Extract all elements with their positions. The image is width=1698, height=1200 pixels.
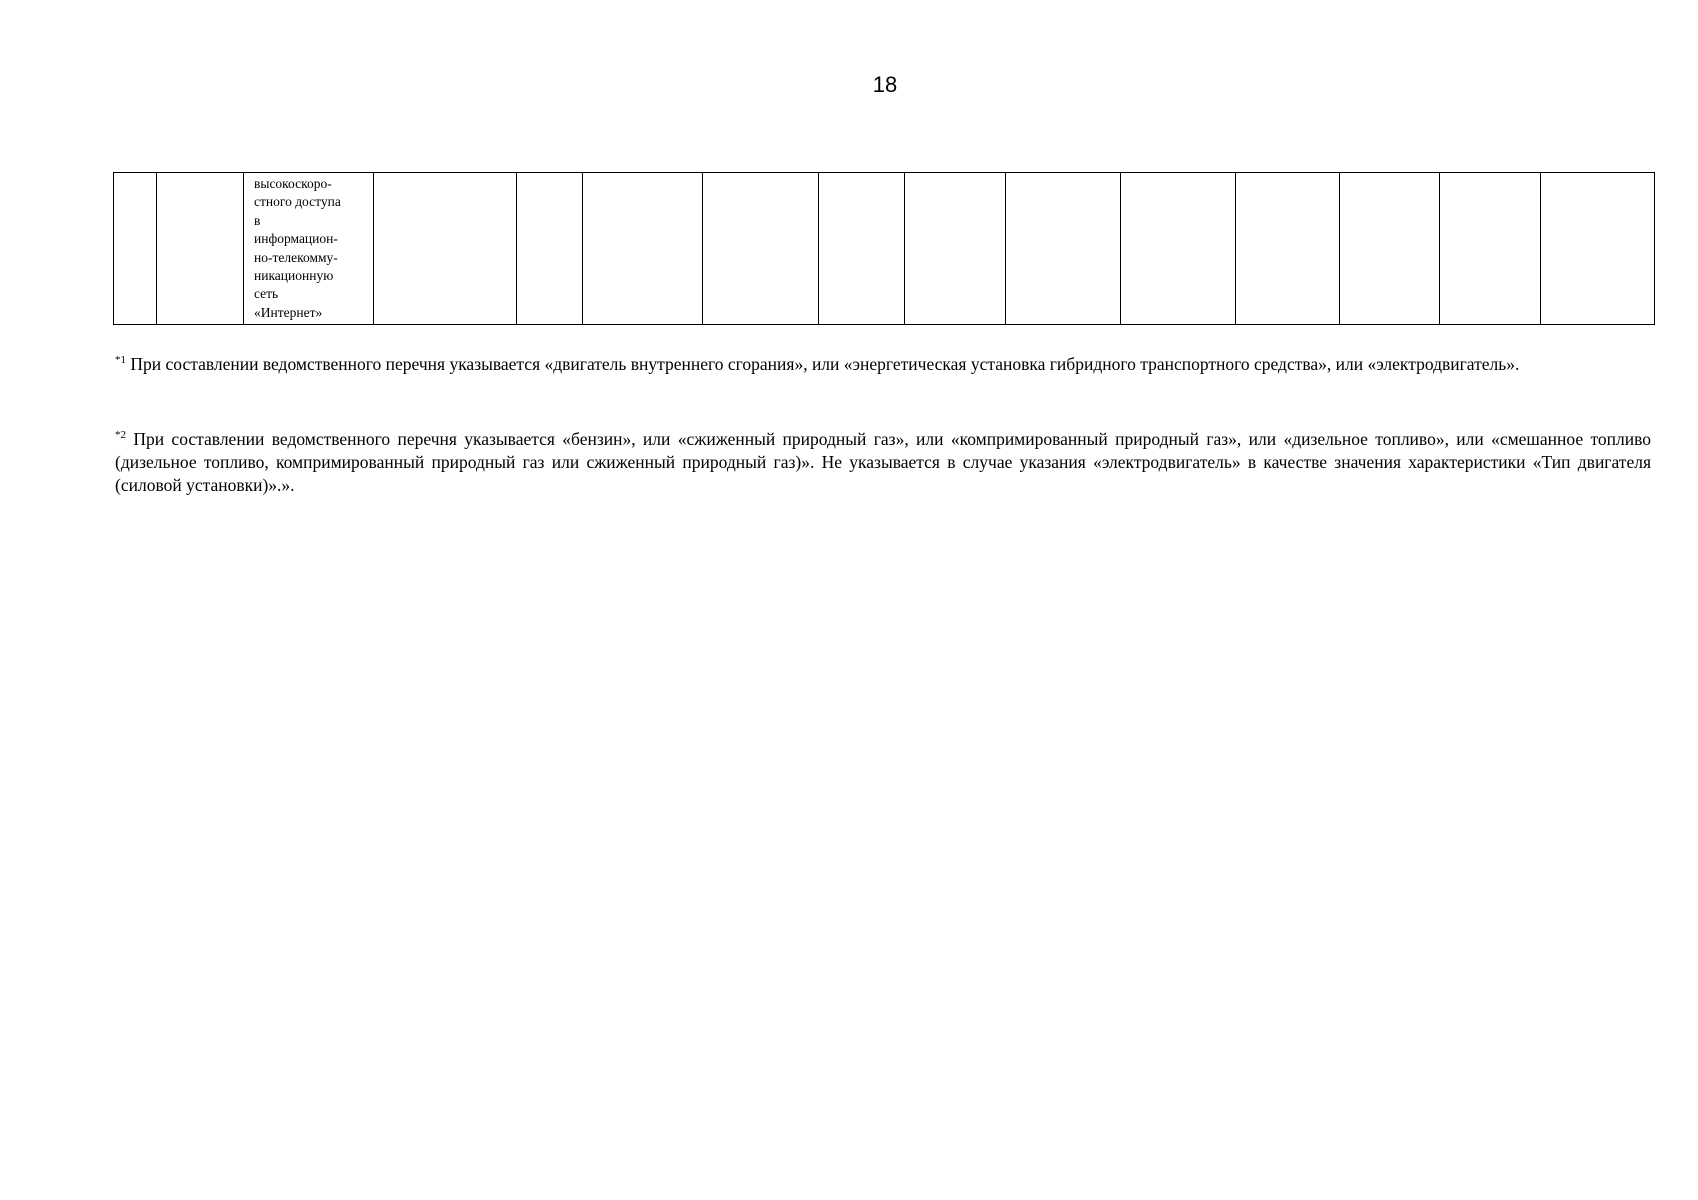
table-cell xyxy=(114,173,157,325)
table-cell xyxy=(374,173,517,325)
table-cell xyxy=(1541,173,1655,325)
table-cell xyxy=(157,173,244,325)
footnote-1 xyxy=(115,353,1651,376)
characteristics-table xyxy=(113,172,1655,325)
footnote-marker: *2 xyxy=(115,429,126,441)
footnote-2 xyxy=(115,428,1651,497)
table-cell xyxy=(517,173,583,325)
table-cell xyxy=(1236,173,1340,325)
table-cell xyxy=(819,173,905,325)
table-row xyxy=(114,173,1655,325)
cell-line: высокоскоро- xyxy=(254,176,332,191)
cell-line: в xyxy=(254,212,261,228)
table-cell xyxy=(1440,173,1541,325)
cell-line: стного доступа xyxy=(254,194,341,210)
cell-line: «Интернет» xyxy=(254,304,323,320)
cell-line: никационную xyxy=(254,268,334,284)
footnote-marker: *1 xyxy=(115,354,126,366)
table-cell xyxy=(1340,173,1440,325)
footnote-text: При составлении ведомственного перечня указывается «бензин», или «сжиженный природный газ», или «компримированный природный газ», или «дизельное топливо», или «смешанное топливо (дизельное топливо, компримированный природный газ или сжиженный природный газ)». Не указывается в случае указания «электродвигатель» в качестве значения характеристики «Тип двигателя (силовой установки)».». xyxy=(115,429,1652,495)
page-number: 18 xyxy=(872,72,898,97)
cell-line: информацион- xyxy=(254,231,338,247)
cell-line: но-телекомму- xyxy=(254,249,338,265)
footnote-text: При составлении ведомственного перечня указывается «двигатель внутреннего сгорания», или «энергетическая установка гибридного транспортного средства», или «электродвигатель». xyxy=(130,354,1520,374)
table-cell xyxy=(583,173,703,325)
table-cell-description xyxy=(244,173,374,325)
table-cell xyxy=(1121,173,1236,325)
cell-line: сеть xyxy=(254,286,279,302)
table-cell xyxy=(703,173,819,325)
table-cell xyxy=(905,173,1006,325)
table-cell xyxy=(1006,173,1121,325)
